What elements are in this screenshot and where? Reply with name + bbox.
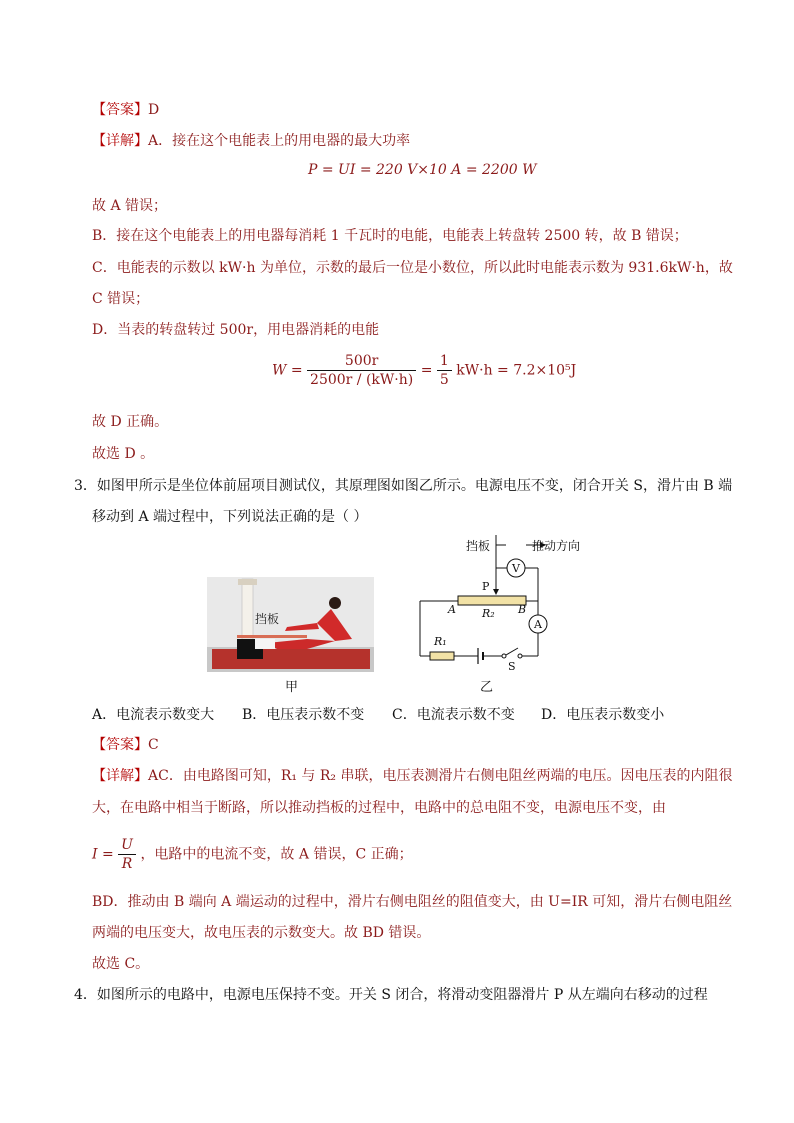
- formula-current: [92, 836, 413, 873]
- detail3-l1: [92, 766, 732, 786]
- fracI-num: U: [118, 836, 136, 855]
- detail1-lineA-end: 故 A 错误；: [92, 198, 168, 214]
- point-B-label: B: [518, 603, 527, 616]
- caption-jia: 甲: [285, 680, 299, 695]
- detail3-l4: BD．推动由 B 端向 A 端运动的过程中，滑片右侧电阻丝的阻值变大，由 U=IR 可知，滑片右侧电阻丝: [92, 894, 733, 910]
- option-C: C．电流表示数不变: [392, 707, 515, 723]
- detail3-l2: 大，在电路中相当于断路，所以推动挡板的过程中，电路中的总电阻不变，电源电压不变，由: [92, 800, 666, 816]
- frac1-num: 500r: [307, 352, 416, 371]
- answer3-value: C: [148, 737, 159, 753]
- R1-label: R₁: [434, 635, 447, 648]
- formula-energy-frac1: [307, 352, 416, 389]
- point-A-label: A: [448, 603, 456, 616]
- formula-energy: [272, 352, 576, 389]
- detail-tag: 【详解】: [92, 133, 148, 149]
- formula-energy-rest: kW·h = 7.2×10⁵J: [456, 362, 577, 379]
- R2-label: R₂: [482, 607, 495, 620]
- frac1-den: 2500r / (kW·h): [310, 372, 414, 388]
- option-B: B．电压表示数不变: [242, 707, 365, 723]
- detail1-lineD: D．当表的转盘转过 500r，用电器消耗的电能: [92, 322, 380, 338]
- detail3-l1-text: AC．由电路图可知，R₁ 与 R₂ 串联，电压表测滑片右侧电阻丝两端的电压。因电压表的内阻很: [148, 768, 733, 784]
- detail1-lineA-text: A．接在这个电能表上的用电器的最大功率: [148, 133, 411, 149]
- detail1-lineC1: C．电能表的示数以 kW·h 为单位，示数的最后一位是小数位，所以此时电能表示数为 931.6kW·h，故: [92, 260, 733, 276]
- formula-current-frac: [118, 836, 136, 873]
- answer-tag: 【答案】: [92, 102, 148, 118]
- fracI-den: R: [121, 856, 133, 872]
- formula-energy-lhs: W =: [272, 362, 303, 379]
- test-device-photo: [207, 577, 374, 672]
- option-D: D．电压表示数变小: [541, 707, 665, 723]
- q4-line1: 4．如图所示的电路中，电源电压保持不变。开关 S 闭合，将滑动变阻器滑片 P 从左端向右移动的过程: [74, 987, 708, 1003]
- photo-baffle-label: 挡板: [255, 612, 280, 626]
- ammeter-label: A: [534, 618, 542, 631]
- detail1-lineA: [92, 131, 410, 151]
- detail1-choose: 故选 D 。: [92, 446, 155, 462]
- formula-power: P = UI = 220 V×10 A = 2200 W: [308, 162, 537, 178]
- q3-line2: 移动到 A 端过程中，下列说法正确的是（ ）: [92, 509, 368, 525]
- detail1-lineC2: C 错误；: [92, 291, 150, 307]
- q3-line1: 3．如图甲所示是坐位体前屈项目测试仪，其原理图如图乙所示。电源电压不变，闭合开关 S，滑片由 B 端: [74, 478, 733, 494]
- circuit-diagram: [412, 535, 581, 675]
- detail1-lineB: B．接在这个电能表上的用电器每消耗 1 千瓦时的电能，电能表上转盘转 2500 转，故 B 错误；: [92, 228, 688, 244]
- circuit-push-label: 推动方向: [532, 539, 581, 553]
- frac2-den: 5: [439, 372, 449, 388]
- answer3-tag: 【答案】: [92, 737, 148, 753]
- caption-yi: 乙: [480, 680, 494, 695]
- switch-S-label: S: [508, 660, 516, 673]
- option-A: A．电流表示数变大: [92, 707, 215, 723]
- answer-line-3: [92, 735, 159, 755]
- formula-current-lhs: I =: [92, 846, 114, 863]
- circuit-baffle-label: 挡板: [466, 539, 491, 553]
- voltmeter-label: V: [512, 562, 520, 575]
- detail3-choose: 故选 C。: [92, 956, 150, 972]
- detail3-l5: 两端的电压变大，故电压表的示数变大。故 BD 错误。: [92, 925, 431, 941]
- detail1-lineD-end: 故 D 正确。: [92, 414, 169, 430]
- formula-energy-frac2: [437, 352, 452, 389]
- slider-P-label: P: [482, 580, 490, 593]
- detail3-tag: 【详解】: [92, 768, 148, 784]
- answer-line-1: [92, 100, 159, 120]
- formula-current-rest: ，电路中的电流不变，故 A 错误，C 正确；: [140, 846, 413, 863]
- answer-value: D: [148, 102, 160, 118]
- frac2-num: 1: [437, 352, 452, 371]
- formula-energy-eq: =: [420, 362, 433, 379]
